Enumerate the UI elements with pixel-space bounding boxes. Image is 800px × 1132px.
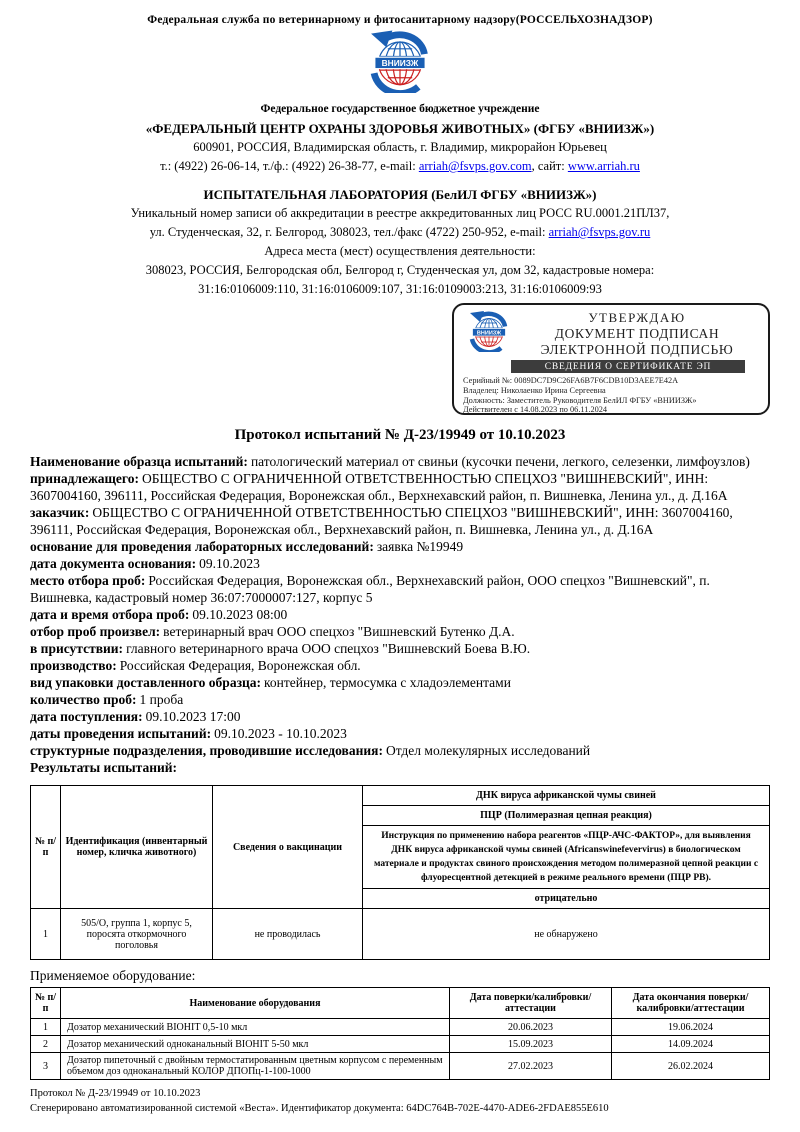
document-title: Протокол испытаний № Д-23/19949 от 10.10.2023 (234, 427, 566, 443)
results-method: ПЦР (Полимеразная цепная реакция) (363, 806, 770, 826)
cell-date-to: 19.06.2024 (612, 1019, 770, 1036)
globe-logo-icon (358, 29, 442, 93)
stamp-approve-label: УТВЕРЖДАЮ (588, 310, 686, 325)
results-data-row (31, 909, 770, 960)
stamp-validity: Действителен с 14.08.2023 по 06.11.2024 (463, 405, 608, 415)
contacts-prefix: т.: (4922) 26-06-14, т./ф.: (4922) 26-38-77, e-mail: (160, 159, 419, 173)
lab-title: ИСПЫТАТЕЛЬНАЯ ЛАБОРАТОРИЯ (БелИЛ ФГБУ «ВНИИЗЖ») (203, 187, 597, 202)
institution-address: 600901, РОССИЯ, Владимирская область, г. Владимир, микрорайон Юрьевец (193, 140, 607, 154)
cell-name: Дозатор механический BIOHIT 0,5-10 мкл (61, 1019, 450, 1036)
equipment-row (31, 1053, 770, 1080)
equipment-row (31, 1019, 770, 1036)
field-departments: структурные подразделения, проводившие исследования: Отдел молекулярных исследований (30, 743, 591, 758)
cell-date-from: 20.06.2023 (450, 1019, 612, 1036)
lab-address-prefix: ул. Студенческая, 32, г. Белгород, 308023, тел./факс (4722) 250-952, e-mail: (149, 225, 549, 239)
cell-date-to: 26.02.2024 (612, 1053, 770, 1080)
cell-result: не обнаружено (363, 909, 770, 960)
equip-col-date-to: Дата окончания поверки/калибровки/аттестации (612, 988, 770, 1019)
stamp-globe-logo-icon (463, 310, 515, 352)
lab-address (30, 223, 770, 242)
institution-contacts (30, 157, 770, 176)
results-col-vaccination: Сведения о вакцинации (213, 786, 363, 909)
field-packaging: вид упаковки доставленного образца: контейнер, термосумка с хладоэлементами (30, 675, 511, 690)
field-sample-count: количество проб: 1 проба (30, 692, 184, 707)
stamp-position: Должность: Заместитель Руководителя БелИЛ ФГБУ «ВНИИЗЖ» (463, 395, 697, 405)
results-table (30, 785, 770, 960)
vniizh-logo (30, 29, 770, 98)
lab-accreditation: Уникальный номер записи об аккредитации в реестре аккредитованных лиц РОСС RU.0001.21ПЛ37, (130, 206, 670, 220)
agency-name: Федеральная служба по ветеринарному и фитосанитарному надзору(РОССЕЛЬХОЗНАДЗОР) (147, 14, 653, 26)
lab-activity-label: Адреса места (мест) осуществления деятельности: (264, 244, 536, 258)
field-sampling-place: место отбора проб: Российская Федерация, Воронежская обл., Верхнехавский район, ООО спецхоз "Вишневский", п. Вишневка, кадастровый номер 36:07:7000007:127, корпус 5 (30, 573, 710, 605)
results-section-label: Результаты испытаний: (30, 760, 178, 775)
field-sample-name: Наименование образца испытаний: патологический материал от свиньи (кусочки печени, легкого, селезенки, лимфоузлов) (30, 454, 750, 469)
cell-name: Дозатор пипеточный с двойным термостатированным цветным корпусом с переменным объемом доз одноканальный КОЛОР ДПОПц-1-100-1000 (61, 1053, 450, 1080)
equip-col-date-from: Дата поверки/калибровки/аттестации (450, 988, 612, 1019)
field-in-presence: в присутствии: главного ветеринарного врача ООО спецхоз "Вишневский Боева В.Ю. (30, 641, 531, 656)
equipment-row (31, 1036, 770, 1053)
field-basis-date: дата документа основания: 09.10.2023 (30, 556, 260, 571)
cell-num: 1 (31, 1019, 61, 1036)
results-target: ДНК вируса африканской чумы свиней (363, 786, 770, 806)
results-norm: отрицательно (363, 889, 770, 909)
field-production: производство: Российская Федерация, Воронежская обл. (30, 658, 361, 673)
contacts-mid: , сайт: (531, 159, 568, 173)
stamp-signed-line2: ЭЛЕКТРОННОЙ ПОДПИСЬЮ (540, 342, 734, 357)
field-received-date: дата поступления: 09.10.2023 17:00 (30, 709, 241, 724)
cell-date-to: 14.09.2024 (612, 1036, 770, 1053)
cell-vaccination: не проводилась (213, 909, 363, 960)
stamp-serial: Серийный №: 0089DC7D9C26FA6B7F6CDB10D3AEE7E42A (463, 376, 679, 385)
equipment-table (30, 987, 770, 1080)
cell-date-from: 27.02.2023 (450, 1053, 612, 1080)
cell-num: 2 (31, 1036, 61, 1053)
website-link[interactable]: www.arriah.ru (567, 159, 640, 173)
stamp-certificate-bar: СВЕДЕНИЯ О СЕРТИФИКАТЕ ЭП (511, 360, 745, 373)
footer-protocol-line: Протокол № Д-23/19949 от 10.10.2023 (30, 1088, 201, 1099)
field-basis: основание для проведения лабораторных исследований: заявка №19949 (30, 539, 464, 554)
results-col-num: № п/п (31, 786, 61, 909)
stamp-owner: Владелец: Николаенко Ирина Сергеевна (463, 385, 606, 395)
institution-name: «ФЕДЕРАЛЬНЫЙ ЦЕНТР ОХРАНЫ ЗДОРОВЬЯ ЖИВОТНЫХ» (ФГБУ «ВНИИЗЖ») (145, 121, 655, 136)
field-sampling-datetime: дата и время отбора проб: 09.10.2023 08:00 (30, 607, 288, 622)
field-sampled-by: отбор проб произвел: ветеринарный врач ООО спецхоз "Вишневский Бутенко Д.А. (30, 624, 515, 639)
field-customer: заказчик: ОБЩЕСТВО С ОГРАНИЧЕННОЙ ОТВЕТСТВЕННОСТЬЮ СПЕЦХОЗ "ВИШНЕВСКИЙ", ИНН: 3607004160, 396111, Российская Федерация, Воронежская обл., Верхнехавский район, п. Вишневка, Ленина ул., д. Д.16А (30, 505, 733, 537)
cell-name: Дозатор механический одноканальный BIOHIT 5-50 мкл (61, 1036, 450, 1053)
field-owner: принадлежащего: ОБЩЕСТВО С ОГРАНИЧЕННОЙ ОТВЕТСТВЕННОСТЬЮ СПЕЦХОЗ "ВИШНЕВСКИЙ", ИНН: 3607004160, 396111, Российская Федерация, Воронежская обл., Верхнехавский район, п. Вишневка, Ленина ул., д. Д.16А (30, 471, 728, 503)
email-link[interactable]: arriah@fsvps.gov.com (418, 159, 532, 173)
lab-activity-address: 308023, РОССИЯ, Белгородская обл, Белгород г, Студенческая ул, дом 32, кадастровые номера: (145, 263, 655, 277)
cell-num: 3 (31, 1053, 61, 1080)
protocol-fields (30, 453, 770, 777)
results-instruction: Инструкция по применению набора реагентов «ПЦР-АЧС-ФАКТОР», для выявления ДНК вируса африканской чумы свиней (Africanswinefevervirus) в биологическом материале и продуктах свиного происхождения методом полимеразной цепной реакции с флуоресцентной детекцией в режиме реального времени (ПЦР РВ). (363, 826, 770, 889)
equipment-section-label: Применяемое оборудование: (30, 968, 196, 983)
results-col-id: Идентификация (инвентарный номер, кличка животного) (61, 786, 213, 909)
equipment-header-row (31, 988, 770, 1019)
footer-generated-line: Сгенерировано автоматизированной системой «Веста». Идентификатор документа: 64DC764B-702E-4470-ADE6-2FDAE855E610 (30, 1103, 609, 1114)
field-test-dates: даты проведения испытаний: 09.10.2023 - 10.10.2023 (30, 726, 347, 741)
lab-email-link[interactable]: arriah@fsvps.gov.ru (548, 225, 651, 239)
institution-type: Федеральное государственное бюджетное учреждение (260, 103, 540, 115)
equip-col-num: № п/п (31, 988, 61, 1019)
lab-cadastral-numbers: 31:16:0106009:110, 31:16:0106009:107, 31:16:0109003:213, 31:16:0106009:93 (198, 282, 602, 296)
results-header-row (31, 786, 770, 806)
document-footer (30, 1086, 770, 1116)
stamp-signed-line1: ДОКУМЕНТ ПОДПИСАН (554, 326, 720, 341)
stamp-row (30, 299, 770, 419)
cell-date-from: 15.09.2023 (450, 1036, 612, 1053)
cell-row-number: 1 (31, 909, 61, 960)
equip-col-name: Наименование оборудования (61, 988, 450, 1019)
cell-sample-id: 505/О, группа 1, корпус 5, поросята откормочного поголовья (61, 909, 213, 960)
digital-signature-stamp (452, 303, 770, 415)
